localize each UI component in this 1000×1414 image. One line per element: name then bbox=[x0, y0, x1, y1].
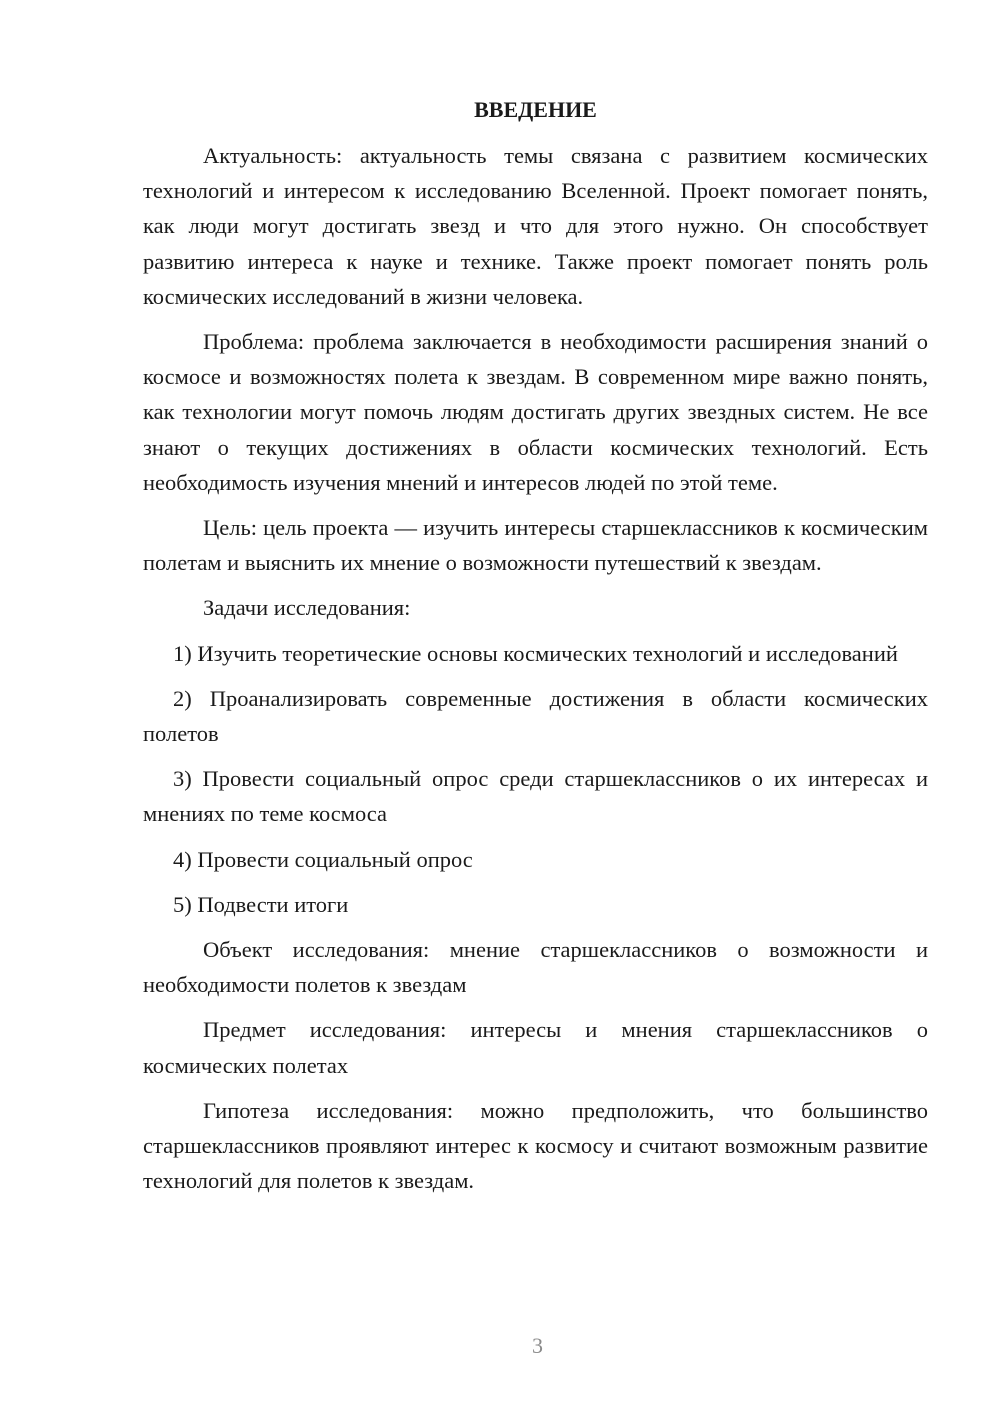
task-item-1: 1) Изучить теоретические основы космических технологий и исследований bbox=[173, 640, 898, 666]
problem-paragraph: Проблема: проблема заключается в необходимости расширения знаний о космосе и возможностях полета к звездам. В современном мире важно понять, как технологии могут помочь людям достигать других звездных систем. Не все знают о текущих достижениях в области космических технологий. Есть необходимость изучения мнений и интересов людей по этой теме. bbox=[143, 329, 928, 495]
subject-paragraph: Предмет исследования: интересы и мнения старшеклассников о космических полетах bbox=[143, 1017, 928, 1078]
page-number: 3 bbox=[532, 1333, 543, 1358]
relevance-paragraph: Актуальность: актуальность темы связана с развитием космических технологий и интересом к исследованию Вселенной. Проект помогает понять, как люди могут достигать звезд и что для этого нужно. Он способствует развитию интереса к науке и технике. Также проект помогает понять роль космических исследований в жизни человека. bbox=[143, 143, 928, 309]
task-item-2: 2) Проанализировать современные достижения в области космических полетов bbox=[143, 685, 928, 747]
object-paragraph: Объект исследования: мнение старшеклассников о возможности и необходимости полетов к звездам bbox=[143, 937, 928, 998]
hypothesis-paragraph: Гипотеза исследования: можно предположить, что большинство старшеклассников проявляют интерес к космосу и считают возможным развитие технологий для полетов к звездам. bbox=[143, 1097, 928, 1194]
goal-paragraph: Цель: цель проекта — изучить интересы старшеклассников к космическим полетам и выяснить их мнение о возможности путешествий к звездам. bbox=[143, 515, 928, 576]
task-item-3: 3) Провести социальный опрос среди старшеклассников о их интересах и мнениях по теме космоса bbox=[143, 766, 928, 827]
task-item-5: 5) Подвести итоги bbox=[173, 891, 349, 917]
tasks-label: Задачи исследования: bbox=[203, 595, 411, 621]
task-item-4: 4) Провести социальный опрос bbox=[173, 846, 473, 872]
section-title: ВВЕДЕНИЕ bbox=[474, 97, 597, 122]
page-content bbox=[143, 94, 928, 1208]
